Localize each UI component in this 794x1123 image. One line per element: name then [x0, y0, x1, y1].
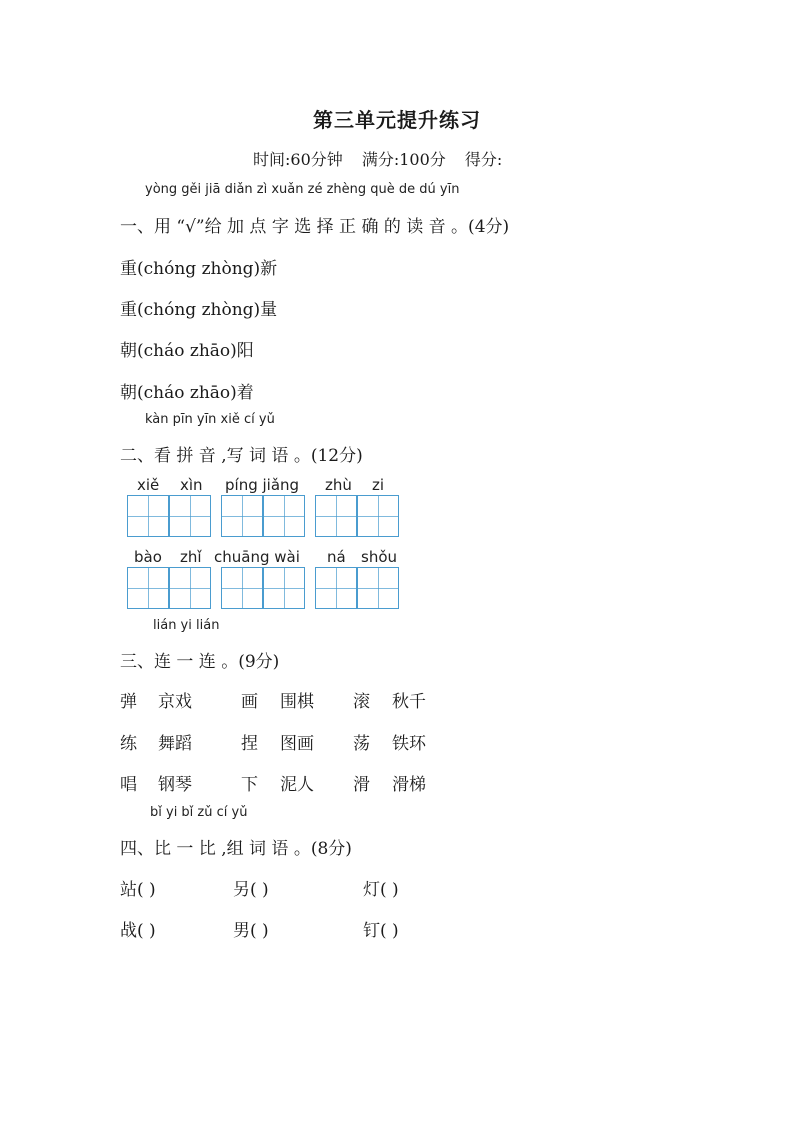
writing-box[interactable] — [127, 567, 169, 609]
match-verb: 荡 — [353, 734, 370, 754]
word-blank[interactable]: 男( ) — [233, 921, 269, 941]
writing-box[interactable] — [315, 567, 357, 609]
match-verb: 弹 — [120, 692, 137, 712]
q3-pinyin: lián yi lián — [153, 618, 220, 633]
box-pinyin: shǒu — [361, 548, 398, 566]
match-noun: 京戏 — [158, 692, 192, 712]
box-pinyin: chuāng wài — [214, 548, 300, 566]
full-score: 满分:100分 — [361, 150, 446, 169]
match-noun: 图画 — [280, 734, 314, 754]
q4-heading: 四、比 一 比 ,组 词 语 。(8分) — [120, 839, 352, 859]
q4-pinyin: bǐ yi bǐ zǔ cí yǔ — [150, 805, 248, 820]
match-noun: 围棋 — [280, 692, 314, 712]
writing-box[interactable] — [127, 495, 169, 537]
match-verb: 唱 — [120, 775, 137, 795]
word-blank[interactable]: 钉( ) — [363, 921, 399, 941]
match-noun: 秋千 — [392, 692, 426, 712]
match-noun: 铁环 — [392, 734, 426, 754]
writing-box[interactable] — [221, 495, 263, 537]
box-pinyin: zhù — [325, 476, 352, 494]
q3-heading: 三、连 一 连 。(9分) — [120, 652, 280, 672]
page-title: 第三单元提升练习 — [313, 108, 481, 132]
box-pinyin: píng jiǎng — [225, 476, 300, 494]
writing-box[interactable] — [357, 567, 399, 609]
box-pinyin: bào — [134, 548, 162, 566]
q2-heading: 二、看 拼 音 ,写 词 语 。(12分) — [120, 446, 363, 466]
word-blank[interactable]: 灯( ) — [363, 880, 399, 900]
box-pinyin: xiě — [137, 476, 160, 494]
match-verb: 练 — [120, 734, 137, 754]
writing-box[interactable] — [263, 495, 305, 537]
word-blank[interactable]: 战( ) — [120, 921, 156, 941]
match-verb: 捏 — [241, 734, 258, 754]
time-limit: 时间:60分钟 — [253, 150, 343, 169]
writing-box[interactable] — [169, 495, 211, 537]
word-blank[interactable]: 另( ) — [233, 880, 269, 900]
writing-box[interactable] — [315, 495, 357, 537]
box-pinyin: xìn — [180, 476, 203, 494]
word-blank[interactable]: 站( ) — [120, 880, 156, 900]
q1-heading: 一、用 “√”给 加 点 字 选 择 正 确 的 读 音 。(4分) — [120, 217, 510, 237]
q1-item: 朝(cháo zhāo)阳 — [120, 341, 254, 361]
writing-box[interactable] — [263, 567, 305, 609]
match-verb: 滚 — [353, 692, 370, 712]
match-noun: 舞蹈 — [158, 734, 192, 754]
score-field: 得分: — [464, 150, 503, 169]
match-verb: 滑 — [353, 775, 370, 795]
writing-box[interactable] — [169, 567, 211, 609]
match-verb: 画 — [241, 692, 258, 712]
writing-box[interactable] — [357, 495, 399, 537]
q2-pinyin: kàn pīn yīn xiě cí yǔ — [145, 412, 275, 427]
box-pinyin: ná — [327, 548, 346, 566]
exam-meta — [253, 147, 516, 170]
box-pinyin: zi — [372, 476, 385, 494]
match-verb: 下 — [241, 775, 258, 795]
writing-box[interactable] — [221, 567, 263, 609]
match-noun: 钢琴 — [158, 775, 192, 795]
box-pinyin: zhǐ — [180, 548, 202, 566]
q1-item: 重(chóng zhòng)量 — [120, 300, 278, 320]
match-noun: 滑梯 — [392, 775, 426, 795]
match-noun: 泥人 — [280, 775, 314, 795]
q1-pinyin: yòng gěi jiā diǎn zì xuǎn zé zhèng què de dú yīn — [145, 182, 460, 197]
q1-item: 重(chóng zhòng)新 — [120, 259, 278, 279]
q1-item: 朝(cháo zhāo)着 — [120, 383, 254, 403]
